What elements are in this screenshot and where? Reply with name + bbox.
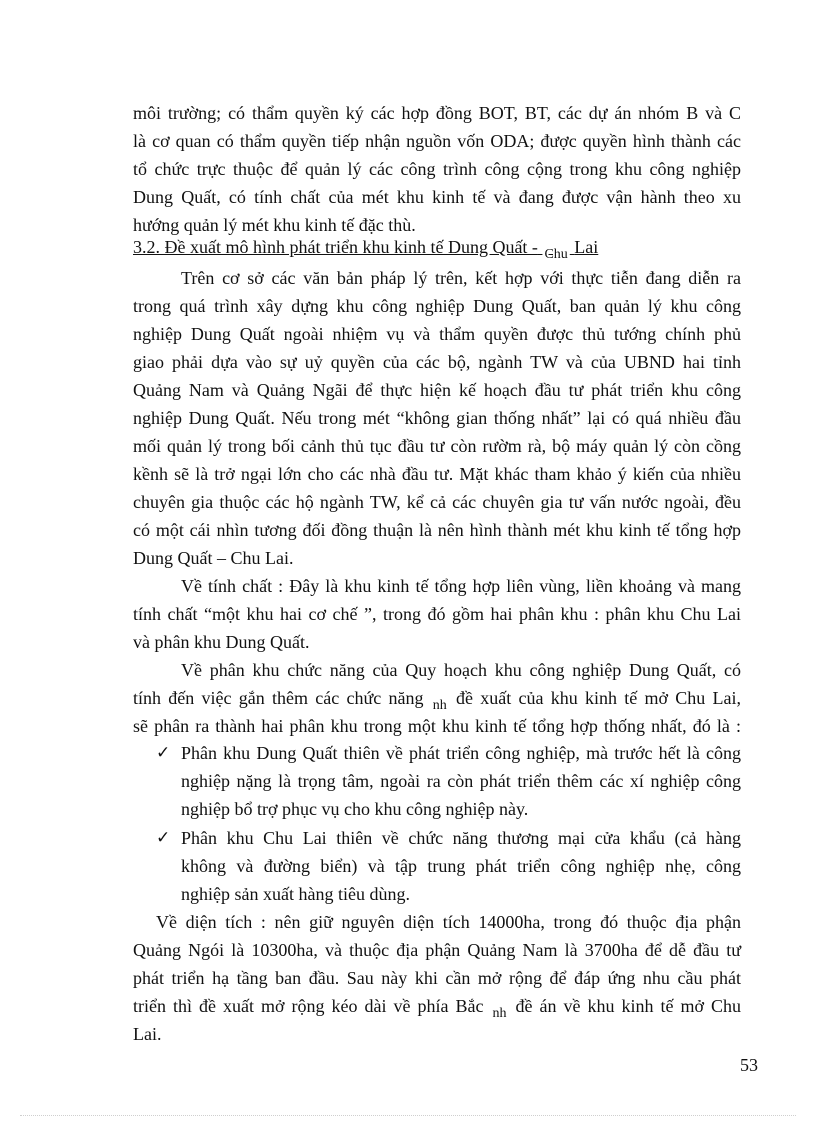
paragraph-line: và phân khu Dung Quất. [133, 632, 310, 652]
paragraph-line: sẽ phân ra thành hai phân khu trong một khu kinh tế tổng hợp thống nhất, đó là : [133, 716, 741, 736]
paragraph-line: Trên cơ sở các văn bản pháp lý trên, kết hợp với thực tiễn đang diễn ra [181, 268, 741, 288]
text-run: tính đến việc gắn thêm các chức năng [133, 688, 424, 708]
heading-subscript: Chu [544, 247, 568, 262]
paragraph-line: tính chất “một khu hai cơ chế ”, trong đó gồm hai phân khu : phân khu Chu Lai [133, 604, 741, 624]
paragraph-line: kềnh sẽ là trở ngại lớn cho các nhà đầu tư. Mặt khác tham khảo ý kiến của nhiều [133, 464, 741, 484]
paragraph-line: môi trường; có thẩm quyền ký các hợp đồng BOT, BT, các dự án nhóm B và C [133, 103, 741, 123]
heading-text: 3.2. Đề xuất mô hình phát triển khu kinh tế Dung Quất - [133, 237, 538, 257]
paragraph-line: Quảng Nam và Quảng Ngãi để thực hiện kế hoạch đầu tư phát triển khu công [133, 380, 741, 400]
paragraph-line [133, 993, 741, 1022]
bullet-line: nghiệp sản xuất hàng tiêu dùng. [181, 884, 410, 904]
paragraph-line: giao phải dựa vào sự uỷ quyền của các bộ, ngành TW và của UBND hai tỉnh [133, 352, 741, 372]
heading-tail: Lai [574, 237, 599, 257]
text-run: đề án về khu kinh tế mở Chu [515, 996, 742, 1016]
paragraph-line: trong quá trình xây dựng khu công nghiệp Dung Quất, ban quản lý khu công [133, 296, 741, 316]
paragraph-line: nghiệp Dung Quất ngoài nhiệm vụ và thẩm quyền được thủ tướng chính phủ [133, 324, 741, 344]
paragraph-line: có một cái nhìn tương đối đồng thuận là nên hình thành mét khu kinh tế tổng hợp [133, 520, 741, 540]
bullet-line: nghiệp bổ trợ phục vụ cho khu công nghiệp này. [181, 799, 529, 819]
paragraph-line: Về phân khu chức năng của Quy hoạch khu công nghiệp Dung Quất, có [181, 660, 741, 680]
paragraph-line [133, 685, 741, 714]
paragraph-line: Dung Quất – Chu Lai. [133, 548, 294, 568]
paragraph-line: phát triển hạ tầng ban đầu. Sau này khi cần mở rộng để đáp ứng nhu cầu phát [133, 968, 741, 988]
paragraph-line: mối quản lý trong bối cảnh thủ tục đầu tư còn rườm rà, bộ máy quản lý còn cồng [133, 436, 741, 456]
paragraph-line: hướng quản lý mét khu kinh tế đặc thù. [133, 215, 416, 235]
paragraph-line: là cơ quan có thẩm quyền tiếp nhận nguồn vốn ODA; được quyền hình thành các [133, 131, 741, 151]
bullet-line: nghiệp nặng là trọng tâm, ngoài ra còn phát triển thêm các xí nghiệp công [181, 771, 741, 791]
paragraph-line: Về tính chất : Đây là khu kinh tế tổng hợp liên vùng, liền khoảng và mang [181, 576, 741, 596]
paragraph-line: Về diện tích : nên giữ nguyên diện tích 14000ha, trong đó thuộc địa phận [156, 912, 741, 932]
bullet-line: Phân khu Dung Quất thiên về phát triển công nghiệp, mà trước hết là công [181, 743, 741, 763]
section-heading [133, 234, 598, 263]
subscript-run: nh [432, 698, 447, 713]
page-number: 53 [740, 1055, 758, 1075]
paragraph-line: Quảng Ngói là 10300ha, và thuộc địa phận Quảng Nam là 3700ha để dễ đầu tư [133, 940, 741, 960]
text-run: đề xuất của khu kinh tế mở Chu Lai, [455, 688, 742, 708]
paragraph-line: nghiệp Dung Quất. Nếu trong mét “không gian thống nhất” lại có quá nhiều đầu [133, 408, 741, 428]
checkmark-icon: ✓ [156, 828, 171, 848]
paragraph-line: tổ chức trực thuộc để quản lý các công trình công cộng trong khu công nghiệp [133, 159, 741, 179]
paragraph-line: Lai. [133, 1024, 162, 1044]
text-run: triển thì đề xuất mở rộng kéo dài về phía Bắc [133, 996, 484, 1016]
bullet-line: Phân khu Chu Lai thiên về chức năng thương mại cửa khẩu (cả hàng [181, 828, 741, 848]
checkmark-icon: ✓ [156, 743, 171, 763]
bullet-line: không và đường biển) và tập trung phát triển công nghiệp nhẹ, công [181, 856, 741, 876]
paragraph-line: chuyên gia thuộc các hộ ngành TW, kể cả các chuyên gia tư vấn nước ngoài, đều [133, 492, 741, 512]
paragraph-line: Dung Quất, có tính chất của mét khu kinh tế và đang được vận hành theo xu [133, 187, 741, 207]
subscript-run: nh [492, 1006, 507, 1021]
page-bottom-divider [20, 1115, 796, 1116]
